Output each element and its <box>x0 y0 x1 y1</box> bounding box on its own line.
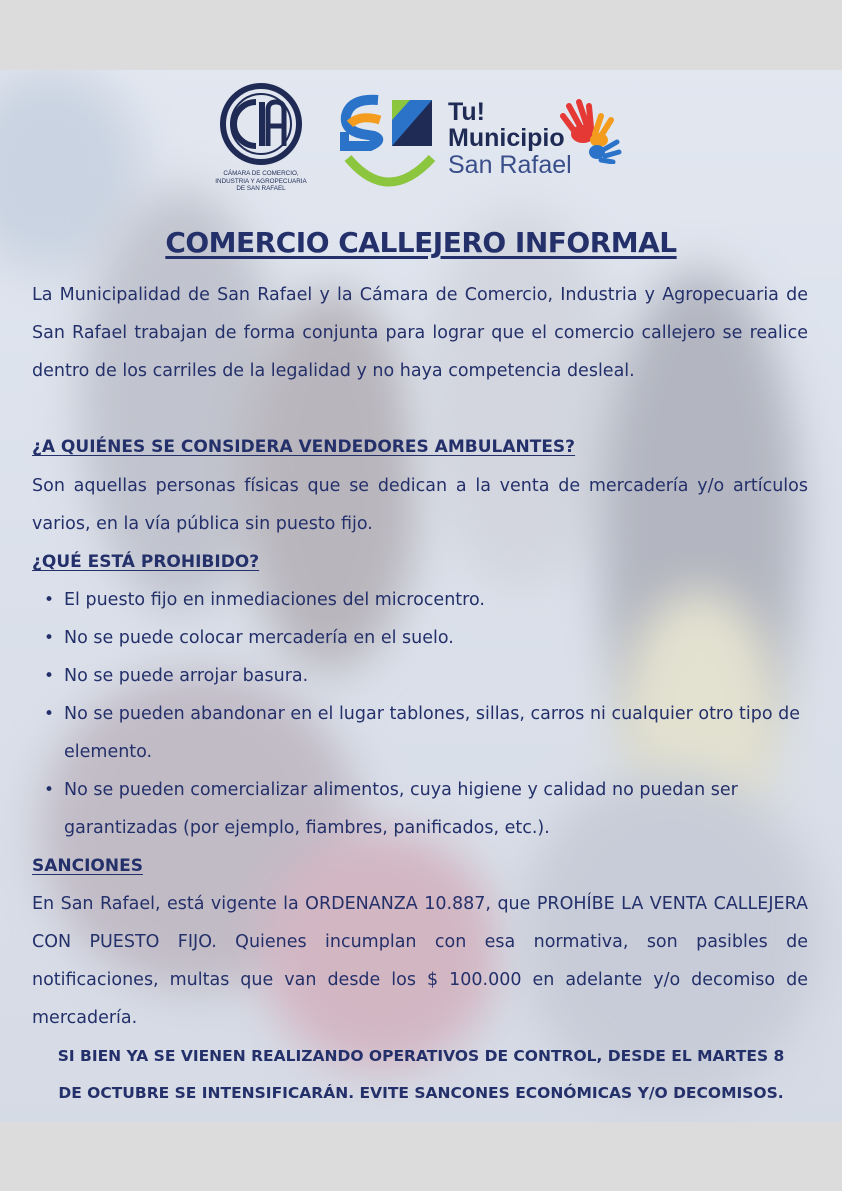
sr-monogram-icon <box>340 94 440 204</box>
sanciones-paragraph: En San Rafael, está vigente la ORDENANZA 10.887, que PROHÍBE LA VENTA CALLEJERA CON PUESTO FIJO. Quienes incumplan con esa normativa, son pasibles de notificaciones, multas que van desde los $ 100.000 en adelante y/o decomiso de mercadería. <box>32 894 808 1028</box>
list-item: • No se puede arrojar basura. <box>64 657 840 695</box>
municipio-line2: Municipio <box>448 124 565 152</box>
cia-emblem-icon <box>206 82 316 166</box>
hands-icon <box>555 94 625 164</box>
vendedores-paragraph: Son aquellas personas físicas que se dedican a la venta de mercadería y/o artículos varios, en la vía pública sin puesto fijo. <box>32 476 808 534</box>
poster <box>0 70 842 1122</box>
heading-vendedores: ¿A QUIÉNES SE CONSIDERA VENDEDORES AMBULANTES? <box>32 437 576 457</box>
prohibido-list <box>32 581 840 847</box>
list-item: • No se pueden comercializar alimentos, cuya higiene y calidad no puedan ser garantizadas (por ejemplo, fiambres, panificados, etc.). <box>64 771 840 847</box>
municipio-line3: San Rafael <box>448 151 572 179</box>
list-item: • No se pueden abandonar en el lugar tablones, sillas, carros ni cualquier otro tipo de elemento. <box>64 695 840 771</box>
list-item: • El puesto fijo en inmediaciones del microcentro. <box>64 581 840 619</box>
list-item: • No se puede colocar mercadería en el suelo. <box>64 619 840 657</box>
municipio-line1: Tu! <box>448 98 486 126</box>
closing-line-1: SI BIEN YA SE VIENEN REALIZANDO OPERATIVOS DE CONTROL, DESDE EL MARTES 8 <box>57 1047 785 1065</box>
heading-prohibido: ¿QUÉ ESTÁ PROHIBIDO? <box>32 552 260 572</box>
closing-line-2: DE OCTUBRE SE INTENSIFICARÁN. EVITE SANCONES ECONÓMICAS Y/O DECOMISOS. <box>58 1084 784 1102</box>
poster-content <box>0 70 842 1122</box>
heading-sanciones: SANCIONES <box>32 856 143 876</box>
cia-logo <box>206 82 316 193</box>
municipio-logo <box>340 94 630 204</box>
cia-caption <box>206 170 316 193</box>
cia-caption-line: INDUSTRIA Y AGROPECUARIA <box>215 177 307 185</box>
page-title: COMERCIO CALLEJERO INFORMAL <box>165 226 677 259</box>
municipio-wordmark <box>448 100 572 179</box>
intro-paragraph: La Municipalidad de San Rafael y la Cámara de Comercio, Industria y Agropecuaria de San Rafael trabajan de forma conjunta para lograr que el comercio callejero se realice dentro de los carriles de la legalidad y no haya competencia desleal. <box>32 285 808 381</box>
cia-caption-line: DE SAN RAFAEL <box>236 185 286 192</box>
cia-caption-line: CÁMARA DE COMERCIO, <box>223 170 299 177</box>
